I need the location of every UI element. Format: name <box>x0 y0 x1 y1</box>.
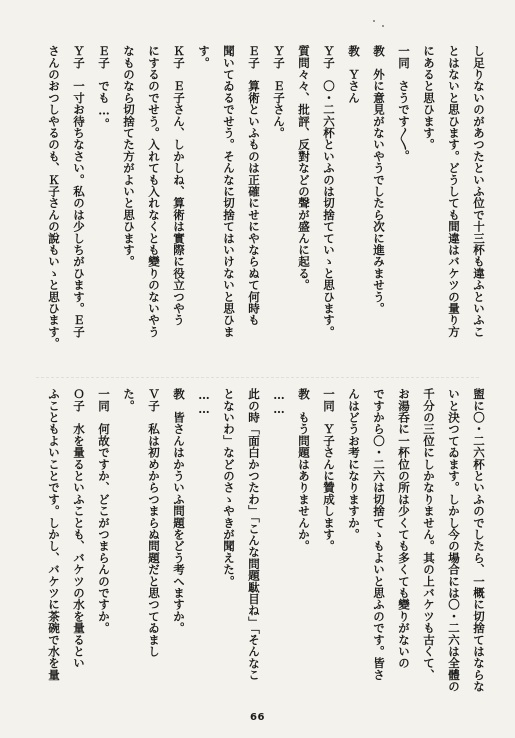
section-divider <box>36 377 479 378</box>
text-line: 聞いてゐるでせう。そんなに切捨てはいけないと思ひま <box>222 45 236 338</box>
text-line: 質問々々、批評、反對などの聲が盛んに起る。 <box>297 45 311 291</box>
text-line: Ｅ子 算術といふものは正確にせにやならぬて何時も <box>247 45 261 326</box>
text-line: 千分の三位にしかなりません。其の上バケツも古くて、 <box>422 388 436 681</box>
text-line: とないわ」などのさゝやきが聞えた。 <box>222 388 236 587</box>
text-line: 盥に〇・二六杯といふのでしたら、一概に切捨てはならな <box>472 388 486 693</box>
text-line: Ｋ子 Ｅ子さん、しかしね、算術は實際に役立つやう <box>172 45 186 326</box>
text-line: ですから〇・二六は切捨てゝもよいと思ふのです。皆さ <box>372 388 386 681</box>
paper-speck <box>382 25 384 27</box>
text-line: 教 外に意見がないやうでしたら次に進みませう。 <box>372 45 386 315</box>
ellipsis-line: …… <box>197 388 211 417</box>
text-line: し足りないのがあつたといふ位で十三杯も違ふといふこ <box>472 45 486 338</box>
text-line: なものなら切捨てた方がよいと思ひます。 <box>122 45 136 268</box>
text-line: 教 Ｙさん <box>347 45 361 104</box>
text-line: んはどうお考になりますか。 <box>347 388 361 541</box>
text-line: た。 <box>122 388 136 412</box>
text-line: お湯呑に一杯位の所は少くても多くても變りがないの <box>397 388 411 669</box>
page-number: 66 <box>250 712 265 723</box>
paper-speck <box>373 20 375 22</box>
text-line: Ｖ子 私は初めからつまらぬ問題だと思つてゐまし <box>147 388 161 658</box>
text-line: ふこともよいことです。しかし、バケツに茶碗で水を量 <box>47 388 61 681</box>
bottom-text-block <box>41 388 491 703</box>
text-line: 此の時「面白かつたわ」「こんな問題駄目ね」「そんなこ <box>247 388 261 681</box>
text-line: とはないと思ひます。どうしても間違はバケツの量り方 <box>447 45 461 338</box>
text-line: 教 皆さんはかういふ問題をどう考へますか。 <box>172 388 186 634</box>
text-line: 一同 何故ですか、どこがつまらんのですか。 <box>97 388 111 634</box>
text-line: Ｙ子 〇・二六杯といふのは切捨てていゝと思ひます。 <box>322 45 336 338</box>
ellipsis-line: …… <box>272 388 286 417</box>
text-line: 教 もう問題はありませんか。 <box>297 388 311 552</box>
text-line: にするのでせう。入れても入れなくとも變りのないやう <box>147 45 161 338</box>
text-line: Ｙ子 一寸お待ちなさい。私のは少しちがひます。Ｅ子 <box>72 45 86 338</box>
text-line: 一同 Ｙ子さんに贊成します。 <box>322 388 336 552</box>
text-line: さんのおつしやるのも、Ｋ子さんの說もいゝと思ひます。 <box>47 45 61 350</box>
text-line: Ｅ子 でも…。 <box>97 45 111 130</box>
text-line: にあると思ひます。 <box>422 45 436 151</box>
top-text-block <box>41 45 491 365</box>
text-line: いと決つてゐます。しかし今の場合には〇・二六は全體の <box>447 388 461 693</box>
text-line: す。 <box>197 45 211 69</box>
text-line: Ｙ子 Ｅ子さん。 <box>272 45 286 139</box>
text-line: Ｏ子 水を量るといふことも、バケツの水を量るとい <box>72 388 86 669</box>
text-line: 一同 さうです〳〵。 <box>397 45 411 162</box>
